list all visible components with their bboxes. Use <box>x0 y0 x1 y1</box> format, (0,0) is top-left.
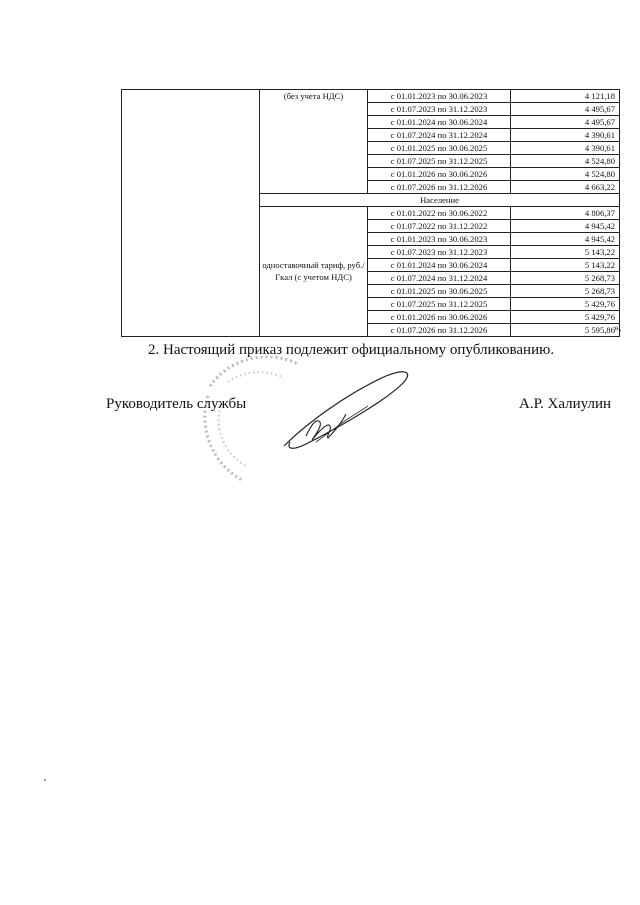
period-cell: с 01.01.2023 по 30.06.2023 <box>368 233 511 246</box>
period-cell: с 01.07.2026 по 31.12.2026 <box>368 324 511 337</box>
value-cell: 4 495,67 <box>511 103 620 116</box>
value-cell: 4 945,42 <box>511 220 620 233</box>
value-cell: 4 806,37 <box>511 207 620 220</box>
period-cell: с 01.07.2025 по 31.12.2025 <box>368 155 511 168</box>
period-cell: с 01.07.2024 по 31.12.2024 <box>368 272 511 285</box>
value-cell: 4 121,18 <box>511 90 620 103</box>
value-cell: 5 429,76 <box>511 311 620 324</box>
table-row <box>122 90 620 103</box>
value-cell: 4 945,42 <box>511 233 620 246</box>
group-header: Население <box>260 194 620 207</box>
closing-quote-mark: ». <box>614 323 622 334</box>
period-cell: с 01.01.2025 по 30.06.2025 <box>368 285 511 298</box>
period-cell: с 01.07.2026 по 31.12.2026 <box>368 181 511 194</box>
value-cell: 4 390,61 <box>511 129 620 142</box>
period-cell: с 01.01.2023 по 30.06.2023 <box>368 90 511 103</box>
period-cell: с 01.07.2022 по 31.12.2022 <box>368 220 511 233</box>
value-cell: 4 495,67 <box>511 116 620 129</box>
tariff-type-cell: одноставочный тариф, руб./Гкал (с учетом НДС) <box>260 207 368 337</box>
tariff-type-cell: (без учета НДС) <box>260 90 368 194</box>
period-cell: с 01.01.2026 по 30.06.2026 <box>368 311 511 324</box>
period-cell: с 01.07.2024 по 31.12.2024 <box>368 129 511 142</box>
scan-speck <box>44 779 46 781</box>
period-cell: с 01.01.2024 по 30.06.2024 <box>368 116 511 129</box>
signatory-position: Руководитель службы <box>106 396 247 412</box>
period-cell: с 01.01.2022 по 30.06.2022 <box>368 207 511 220</box>
value-cell: 4 390,61 <box>511 142 620 155</box>
value-cell: 5 429,76 <box>511 298 620 311</box>
period-cell: с 01.01.2024 по 30.06.2024 <box>368 259 511 272</box>
value-cell: 5 143,22 <box>511 259 620 272</box>
value-cell: 4 524,80 <box>511 168 620 181</box>
empty-left-cell <box>122 90 260 337</box>
period-cell: с 01.01.2025 по 30.06.2025 <box>368 142 511 155</box>
paragraph-publication: 2. Настоящий приказ подлежит официальному опубликованию. <box>148 342 555 358</box>
period-cell: с 01.01.2026 по 30.06.2026 <box>368 168 511 181</box>
value-cell: 5 143,22 <box>511 246 620 259</box>
value-cell: 5 268,73 <box>511 285 620 298</box>
tariff-table <box>121 89 620 337</box>
value-cell: 4 663,22 <box>511 181 620 194</box>
period-cell: с 01.07.2025 по 31.12.2025 <box>368 298 511 311</box>
value-cell: 4 524,80 <box>511 155 620 168</box>
value-cell: 5 595,86 <box>511 324 620 337</box>
value-cell: 5 268,73 <box>511 272 620 285</box>
signatory-name: А.Р. Халиулин <box>519 396 612 412</box>
period-cell: с 01.07.2023 по 31.12.2023 <box>368 246 511 259</box>
period-cell: с 01.07.2023 по 31.12.2023 <box>368 103 511 116</box>
handwritten-signature <box>276 364 416 454</box>
